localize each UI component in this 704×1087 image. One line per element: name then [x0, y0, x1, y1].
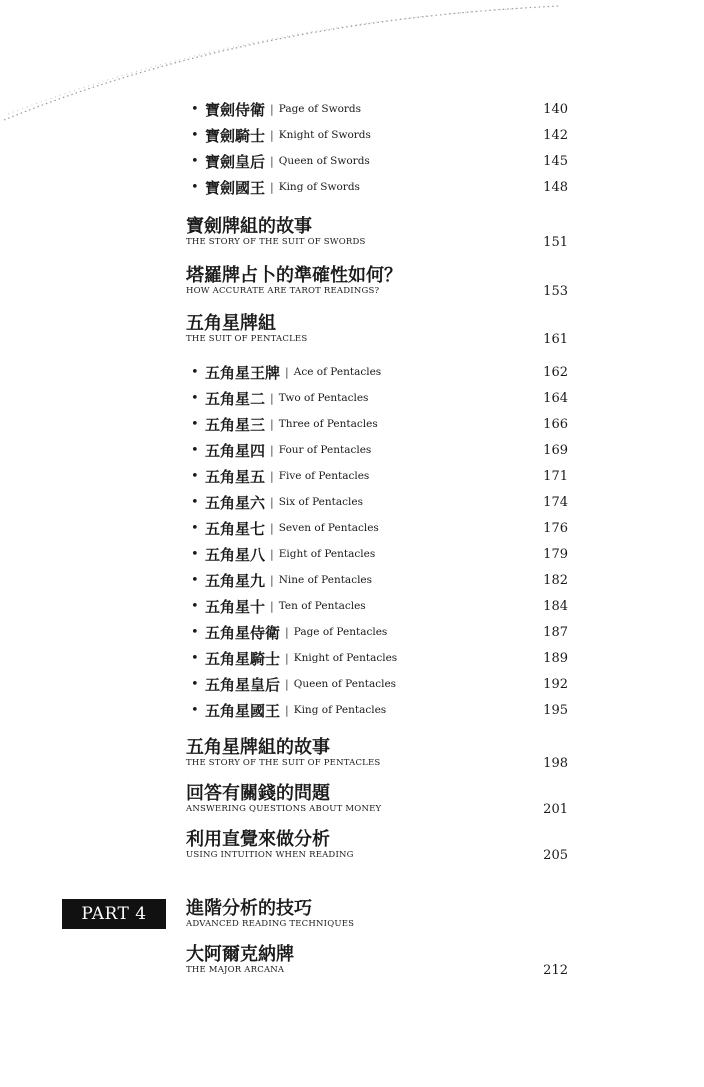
- bullet: •: [191, 520, 199, 536]
- page-number: 184: [543, 598, 568, 614]
- section-title-en: THE STORY OF THE SUIT OF PENTACLES: [186, 758, 381, 768]
- bullet: •: [191, 390, 199, 406]
- entry-title-zh: 五角星二: [205, 389, 266, 408]
- page-number: 174: [543, 494, 568, 510]
- section-title-zh: 大阿爾克納牌: [186, 944, 294, 965]
- entry-title-en: Eight of Pentacles: [278, 548, 376, 560]
- separator: |: [270, 521, 274, 535]
- entry-title-zh: 五角星九: [205, 571, 266, 590]
- separator: |: [285, 625, 289, 639]
- bullet: •: [191, 127, 199, 143]
- entry-title-zh: 五角星騎士: [205, 649, 281, 668]
- toc-entry-king-of-pentacles: [191, 698, 576, 722]
- toc-entry-six-of-pentacles: [191, 490, 576, 514]
- entry-title-en: Six of Pentacles: [278, 496, 363, 508]
- entry-title-zh: 寶劍侍衛: [205, 100, 266, 119]
- bullet: •: [191, 572, 199, 588]
- section-title-zh: 五角星牌組的故事: [186, 737, 330, 758]
- entry-title-zh: 五角星十: [205, 597, 266, 616]
- toc-section-money-questions: [186, 784, 576, 815]
- toc-section-intuition: [186, 830, 576, 861]
- entry-title-zh: 五角星皇后: [205, 675, 281, 694]
- entry-title-zh: 五角星四: [205, 441, 266, 460]
- page-number: 189: [543, 650, 568, 666]
- entry-title-zh: 五角星國王: [205, 701, 281, 720]
- entry-title-zh: 寶劍國王: [205, 178, 266, 197]
- entry-title-zh: 寶劍皇后: [205, 152, 266, 171]
- page-number: 140: [543, 101, 568, 117]
- toc-entry-three-of-pentacles: [191, 412, 576, 436]
- page-number: 151: [543, 235, 568, 250]
- page-number: 142: [543, 127, 568, 143]
- bullet: •: [191, 416, 199, 432]
- entry-title-en: Queen of Swords: [278, 155, 370, 167]
- page-number: 161: [543, 332, 568, 347]
- toc-section-major-arcana: [186, 945, 576, 976]
- page-number: 201: [543, 802, 568, 817]
- bullet: •: [191, 702, 199, 718]
- section-title-en: THE STORY OF THE SUIT OF SWORDS: [186, 237, 366, 247]
- toc-entry-queen-of-swords: [191, 149, 576, 173]
- separator: |: [270, 391, 274, 405]
- page-number: 179: [543, 546, 568, 562]
- entry-title-zh: 五角星六: [205, 493, 266, 512]
- page-number: 169: [543, 442, 568, 458]
- entry-title-en: Page of Swords: [278, 103, 362, 115]
- entry-title-en: Ten of Pentacles: [278, 600, 366, 612]
- entry-title-en: Seven of Pentacles: [278, 522, 379, 534]
- toc-entry-king-of-swords: [191, 175, 576, 199]
- bullet: •: [191, 153, 199, 169]
- separator: |: [285, 677, 289, 691]
- bullet: •: [191, 546, 199, 562]
- separator: |: [285, 365, 289, 379]
- page-number: 148: [543, 179, 568, 195]
- toc-section-tarot-accuracy: [186, 266, 576, 297]
- part-label-badge: PART 4: [62, 899, 166, 929]
- bullet: •: [191, 624, 199, 640]
- section-title-zh: 寶劍牌組的故事: [186, 216, 312, 237]
- toc-section-story-of-pentacles: [186, 738, 576, 769]
- separator: |: [270, 469, 274, 483]
- toc-part-title: [186, 899, 576, 930]
- entry-title-zh: 五角星八: [205, 545, 266, 564]
- separator: |: [285, 651, 289, 665]
- entry-title-en: King of Pentacles: [293, 704, 387, 716]
- page-number: 205: [543, 848, 568, 863]
- entry-title-zh: 五角星三: [205, 415, 266, 434]
- separator: |: [270, 573, 274, 587]
- entry-title-zh: 五角星五: [205, 467, 266, 486]
- page-number: 192: [543, 676, 568, 692]
- toc-entry-ace-of-pentacles: [191, 360, 576, 384]
- toc-entry-four-of-pentacles: [191, 438, 576, 462]
- page-number: 171: [543, 468, 568, 484]
- entry-title-zh: 五角星侍衛: [205, 623, 281, 642]
- page-number: 153: [543, 284, 568, 299]
- entry-title-zh: 五角星七: [205, 519, 266, 538]
- entry-title-en: Four of Pentacles: [278, 444, 372, 456]
- entry-title-en: King of Swords: [278, 181, 360, 193]
- toc-entry-queen-of-pentacles: [191, 672, 576, 696]
- toc-entry-knight-of-pentacles: [191, 646, 576, 670]
- page-number: 176: [543, 520, 568, 536]
- part-title-zh: 進階分析的技巧: [186, 898, 312, 919]
- entry-title-en: Nine of Pentacles: [278, 574, 373, 586]
- bullet: •: [191, 101, 199, 117]
- page-number: 164: [543, 390, 568, 406]
- entry-title-en: Queen of Pentacles: [293, 678, 397, 690]
- bullet: •: [191, 650, 199, 666]
- toc-entry-five-of-pentacles: [191, 464, 576, 488]
- toc-entry-knight-of-swords: [191, 123, 576, 147]
- section-title-zh: 五角星牌組: [186, 313, 276, 334]
- separator: |: [270, 128, 274, 142]
- entry-title-en: Knight of Swords: [278, 129, 371, 141]
- separator: |: [270, 417, 274, 431]
- separator: |: [270, 599, 274, 613]
- page-number: 195: [543, 702, 568, 718]
- bullet: •: [191, 676, 199, 692]
- page-number: 198: [543, 756, 568, 771]
- separator: |: [285, 703, 289, 717]
- page-number: 166: [543, 416, 568, 432]
- page-number: 145: [543, 153, 568, 169]
- separator: |: [270, 443, 274, 457]
- toc-entry-seven-of-pentacles: [191, 516, 576, 540]
- bullet: •: [191, 179, 199, 195]
- entry-title-zh: 五角星王牌: [205, 363, 281, 382]
- page-number: 212: [543, 963, 568, 978]
- toc-entry-eight-of-pentacles: [191, 542, 576, 566]
- section-title-en: USING INTUITION WHEN READING: [186, 850, 354, 860]
- page-number: 187: [543, 624, 568, 640]
- entry-title-en: Page of Pentacles: [293, 626, 388, 638]
- toc-entry-two-of-pentacles: [191, 386, 576, 410]
- section-title-en: HOW ACCURATE ARE TAROT READINGS?: [186, 286, 380, 296]
- section-title-zh: 塔羅牌占卜的準確性如何？: [186, 265, 402, 286]
- bullet: •: [191, 598, 199, 614]
- section-title-zh: 回答有關錢的問題: [186, 783, 330, 804]
- separator: |: [270, 154, 274, 168]
- bullet: •: [191, 442, 199, 458]
- bullet: •: [191, 468, 199, 484]
- entry-title-en: Ace of Pentacles: [293, 366, 382, 378]
- toc-section-suit-of-pentacles: [186, 314, 576, 345]
- section-title-en: THE SUIT OF PENTACLES: [186, 334, 308, 344]
- entry-title-en: Five of Pentacles: [278, 470, 370, 482]
- separator: |: [270, 547, 274, 561]
- separator: |: [270, 495, 274, 509]
- entry-title-en: Knight of Pentacles: [293, 652, 398, 664]
- section-title-en: THE MAJOR ARCANA: [186, 965, 285, 975]
- toc-entry-ten-of-pentacles: [191, 594, 576, 618]
- entry-title-zh: 寶劍騎士: [205, 126, 266, 145]
- bullet: •: [191, 494, 199, 510]
- section-title-en: ANSWERING QUESTIONS ABOUT MONEY: [186, 804, 382, 814]
- entry-title-en: Two of Pentacles: [278, 392, 369, 404]
- page-number: 182: [543, 572, 568, 588]
- separator: |: [270, 180, 274, 194]
- section-title-zh: 利用直覺來做分析: [186, 829, 330, 850]
- page-number: 162: [543, 364, 568, 380]
- entry-title-en: Three of Pentacles: [278, 418, 378, 430]
- separator: |: [270, 102, 274, 116]
- bullet: •: [191, 364, 199, 380]
- toc-entry-page-of-pentacles: [191, 620, 576, 644]
- part-title-en: ADVANCED READING TECHNIQUES: [186, 919, 355, 929]
- toc-entry-page-of-swords: [191, 97, 576, 121]
- toc-entry-nine-of-pentacles: [191, 568, 576, 592]
- toc-section-story-of-swords: [186, 217, 576, 248]
